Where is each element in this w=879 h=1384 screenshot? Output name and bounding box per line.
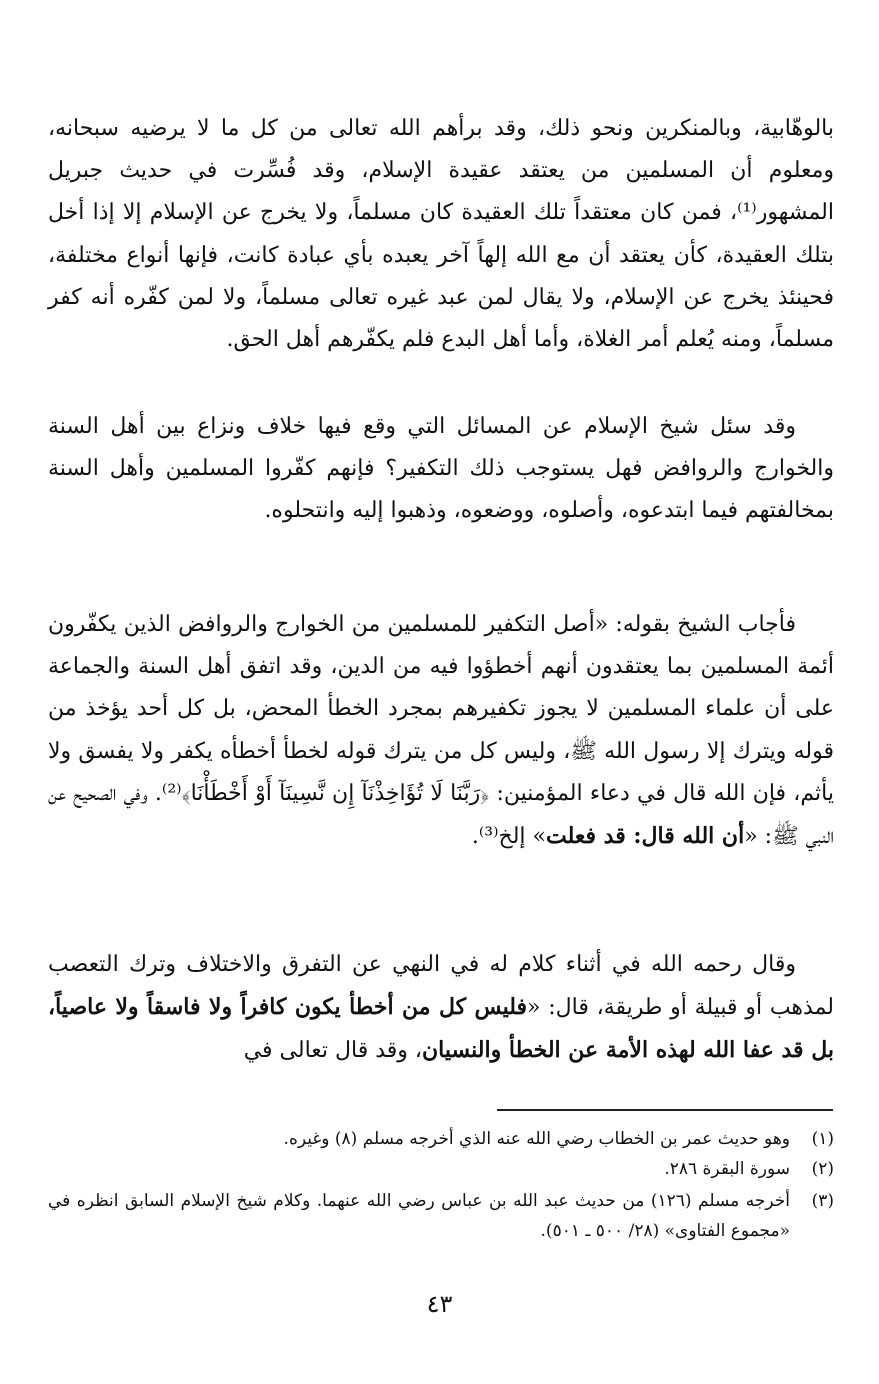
paragraph-4-end: ، وقد قال تعالى في	[243, 1038, 423, 1064]
footnote-3	[48, 1186, 834, 1246]
main-text	[48, 108, 834, 1094]
footnote-3-text: أخرجه مسلم (١٢٦) من حديث عبد الله بن عباس رضي الله عنهما. وكلام شيخ الإسلام السابق انظره في «مجموع الفتاوى» (٢٨/ ٥٠٠ ـ ٥٠١).	[48, 1191, 790, 1241]
paragraph-3-bold-quote: أن الله قال: قد فعلت	[545, 823, 745, 850]
paragraph-4-text: وقال رحمه الله في أثناء كلام له في النهي عن التفرق والاختلاف وترك التعصب لمذهب أو قبيلة أو طريقة، قال: «	[48, 952, 834, 1021]
footnote-2	[48, 1154, 834, 1184]
footnote-separator	[497, 1109, 833, 1111]
paragraph-1: بالوهّابية، وبالمنكرين ونحو ذلك، وقد برأهم الله تعالى من كل ما لا يرضيه سبحانه، ومعلوم أن المسلمين من يعتقد عقيدة الإسلام، وقد فُسِّرت في حديث جبريل المشهور⁽¹⁾، فمن كان معتقداً تلك العقيدة كان مسلماً، ولا يخرج عن الإسلام إلا إذا أخل بتلك العقيدة، كأن يعتقد أن مع الله إلهاً آخر يعبده بأي عبادة كانت، فإنها أنواع مختلفة، فحينئذ يخرج عن الإسلام، ولا يقال لمن عبد غيره تعالى مسلماً، ولا لمن كفّره أنه كفر مسلماً، ومنه يُعلم أمر الغلاة، وأما أهل البدع فلم يكفّرهم أهل الحق.	[48, 116, 834, 353]
footnote-2-text: سورة البقرة ٢٨٦.	[664, 1159, 790, 1179]
footnote-2-number: (٢)	[811, 1159, 834, 1179]
paragraph-3-text: فأجاب الشيخ بقوله: «أصل التكفير للمسلمين من الخوارج والروافض الذين يكفّرون أئمة المسلمين بما يعتقدون أنهم أخطؤوا فيه من الدين، وقد اتفق أهل السنة والجماعة على أن علماء المسلمين لا يجوز تكفيرهم بمجرد الخطأ المحض، بل كل أحد يؤخذ من قوله ويترك إلا رسول الله ﷺ، وليس كل من يترك قوله لخطأ أخطأه يكفر ولا يفسق ولا يأثم، فإن الله قال في دعاء المؤمنين: ﴿رَبَّنَا لَا تُؤَاخِذْنَآ إِن نَّسِينَآ أَوْ أَخْطَأْنَا﴾⁽²⁾. وفي الصحيح عن النبي ﷺ: «	[48, 612, 834, 850]
paragraph-4	[48, 944, 834, 1094]
paragraph-4-bold-quote: فليس كل من أخطأ يكون كافراً ولا فاسقاً ولا عاصياً، بل قد عفا الله لهذه الأمة عن الخطأ والنسيان	[48, 994, 834, 1064]
footnote-1	[48, 1124, 834, 1154]
footnote-1-text: وهو حديث عمر بن الخطاب رضي الله عنه الذي أخرجه مسلم (٨) وغيره.	[283, 1129, 790, 1149]
footnotes	[48, 1124, 834, 1246]
paragraph-3-end: » إلخ⁽³⁾.	[471, 824, 546, 850]
paragraph-3	[48, 604, 834, 944]
paragraph-2: وقد سئل شيخ الإسلام عن المسائل التي وقع فيها خلاف ونزاع بين أهل السنة والخوارج والروافض فهل يستوجب ذلك التكفير؟ فإنهم كفّروا المسلمين وأهل السنة بمخالفتهم فيما ابتدعوه، وأصلوه، ووضعوه، وذهبوا إليه وانتحلوه.	[48, 414, 834, 524]
page-number: ٤٣	[426, 1290, 453, 1318]
footnote-3-number: (٣)	[811, 1191, 834, 1211]
footnote-1-number: (١)	[811, 1129, 834, 1149]
